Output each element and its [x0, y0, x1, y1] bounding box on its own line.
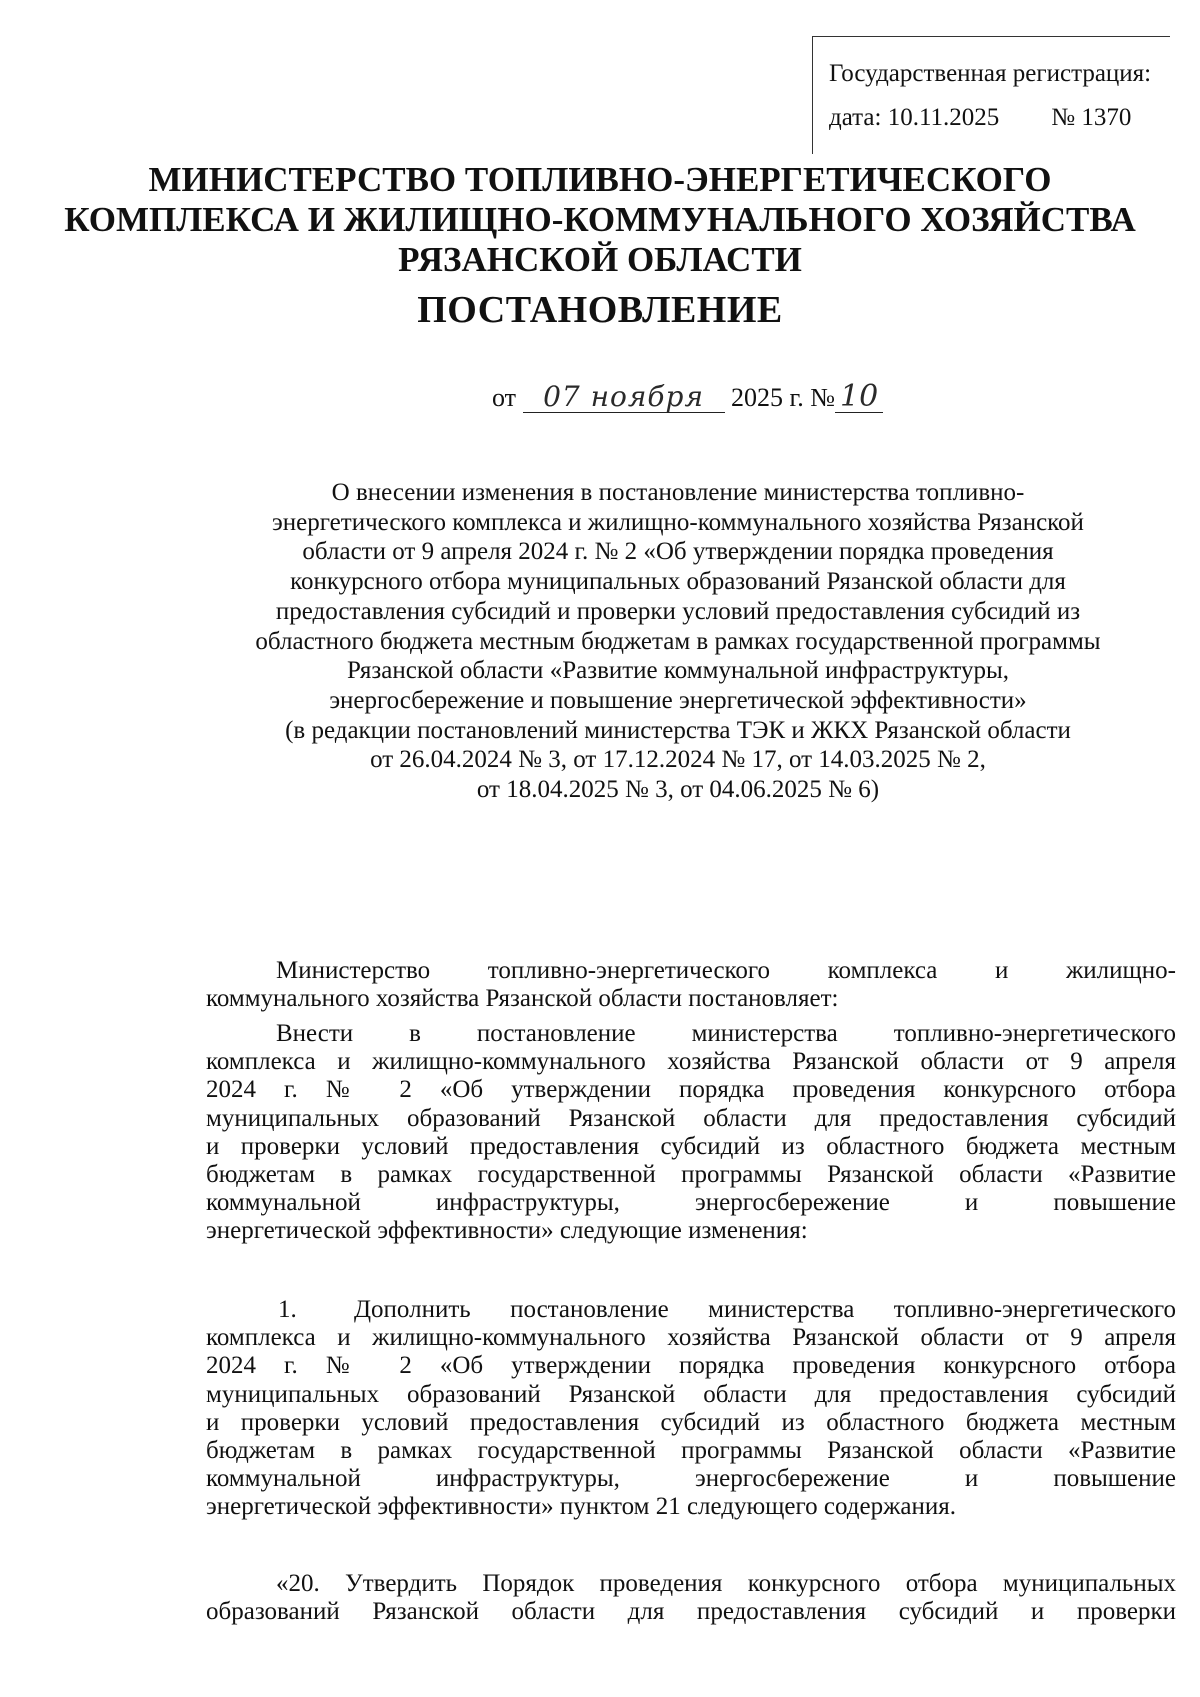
body-line: комплекса и жилищно-коммунального хозяйства Рязанской области от 9 апреля — [206, 1048, 1176, 1076]
body-line: «20. Утвердить Порядок проведения конкурсного отбора муниципальных — [276, 1570, 1176, 1597]
registration-date-number — [829, 105, 1131, 130]
body-line: и проверки условий предоставления субсидий из областного бюджета местным — [206, 1408, 1176, 1436]
document-type: ПОСТАНОВЛЕНИЕ — [417, 289, 783, 331]
subject-line: (в редакции постановлений министерства ТЭК и ЖКХ Рязанской области — [285, 716, 1071, 744]
body-line: муниципальных образований Рязанской области для предоставления субсидий — [206, 1380, 1176, 1408]
ministry-line-2: КОМПЛЕКСА И ЖИЛИЩНО-КОММУНАЛЬНОГО ХОЗЯЙСТВА — [64, 200, 1136, 239]
ministry-header — [0, 160, 1200, 280]
body-line: 2024 г. № 2 «Об утверждении порядка проведения конкурсного отбора — [206, 1076, 1176, 1104]
resolution-item-1 — [206, 1296, 1176, 1522]
document-subject — [170, 478, 1186, 805]
subject-line: предоставления субсидий и проверки условий предоставления субсидий из — [275, 597, 1081, 625]
subject-line: О внесении изменения в постановление министерства топливно- — [331, 479, 1025, 506]
ministry-line-1: МИНИСТЕРСТВО ТОПЛИВНО-ЭНЕРГЕТИЧЕСКОГО — [148, 160, 1052, 199]
subject-line: областного бюджета местным бюджетам в рамках государственной программы — [255, 627, 1101, 655]
body-line: муниципальных образований Рязанской области для предоставления субсидий — [206, 1104, 1176, 1132]
body-line: Внести в постановление министерства топливно-энергетического — [276, 1020, 1176, 1047]
body-line: образований Рязанской области для предоставления субсидий и проверки — [206, 1598, 1176, 1626]
date-prefix: от — [492, 383, 517, 412]
body-line: 2024 г. № 2 «Об утверждении порядка проведения конкурсного отбора — [206, 1352, 1176, 1380]
body-line: 1. Дополнить постановление министерства топливно-энергетического — [206, 1296, 1176, 1324]
document-date-line — [492, 378, 883, 418]
resolution-paragraph-main — [206, 1020, 1176, 1246]
resolution-preamble — [206, 957, 1176, 1013]
item-number: 1. — [278, 1296, 297, 1323]
subject-line: от 18.04.2025 № 3, от 04.06.2025 № 6) — [476, 776, 880, 804]
body-line: Министерство топливно-энергетического комплекса и жилищно- — [276, 957, 1176, 984]
registration-number: № 1370 — [1051, 104, 1132, 131]
subject-line: энергосбережение и повышение энергетической эффективности» — [329, 686, 1027, 714]
subject-line: от 26.04.2024 № 3, от 17.12.2024 № 17, от 14.03.2025 № 2, — [370, 746, 986, 774]
body-line: комплекса и жилищно-коммунального хозяйства Рязанской области от 9 апреля — [206, 1324, 1176, 1352]
body-line: коммунальной инфраструктуры, энергосбережение и повышение — [206, 1189, 1176, 1217]
quoted-item-20 — [206, 1570, 1176, 1626]
body-line: коммунального хозяйства Рязанской области постановляет: — [206, 985, 839, 1013]
handwritten-date: 07 ноября — [523, 382, 725, 413]
body-line: и проверки условий предоставления субсидий из областного бюджета местным — [206, 1132, 1176, 1160]
registration-date: дата: 10.11.2025 — [829, 104, 1000, 131]
body-line: энергетической эффективности» пунктом 21 следующего содержания. — [206, 1493, 956, 1521]
date-year: 2025 г. — [731, 383, 804, 412]
number-prefix: № — [810, 383, 836, 412]
subject-line: области от 9 апреля 2024 г. № 2 «Об утверждении порядка проведения — [302, 538, 1054, 566]
subject-line: энергетического комплекса и жилищно-коммунального хозяйства Рязанской — [272, 508, 1084, 536]
body-line: коммунальной инфраструктуры, энергосбережение и повышение — [206, 1465, 1176, 1493]
handwritten-number: 10 — [835, 382, 883, 413]
subject-line: конкурсного отбора муниципальных образований Рязанской области для — [290, 568, 1066, 596]
subject-line: Рязанской области «Развитие коммунальной инфраструктуры, — [346, 657, 1010, 685]
body-line: энергетической эффективности» следующие изменения: — [206, 1217, 808, 1245]
state-registration-stamp — [812, 36, 1170, 154]
ministry-line-3: РЯЗАНСКОЙ ОБЛАСТИ — [398, 240, 802, 279]
body-line: бюджетам в рамках государственной программы Рязанской области «Развитие — [206, 1437, 1176, 1465]
body-line: бюджетам в рамках государственной программы Рязанской области «Развитие — [206, 1161, 1176, 1189]
registration-label: Государственная регистрация: — [829, 60, 1152, 87]
